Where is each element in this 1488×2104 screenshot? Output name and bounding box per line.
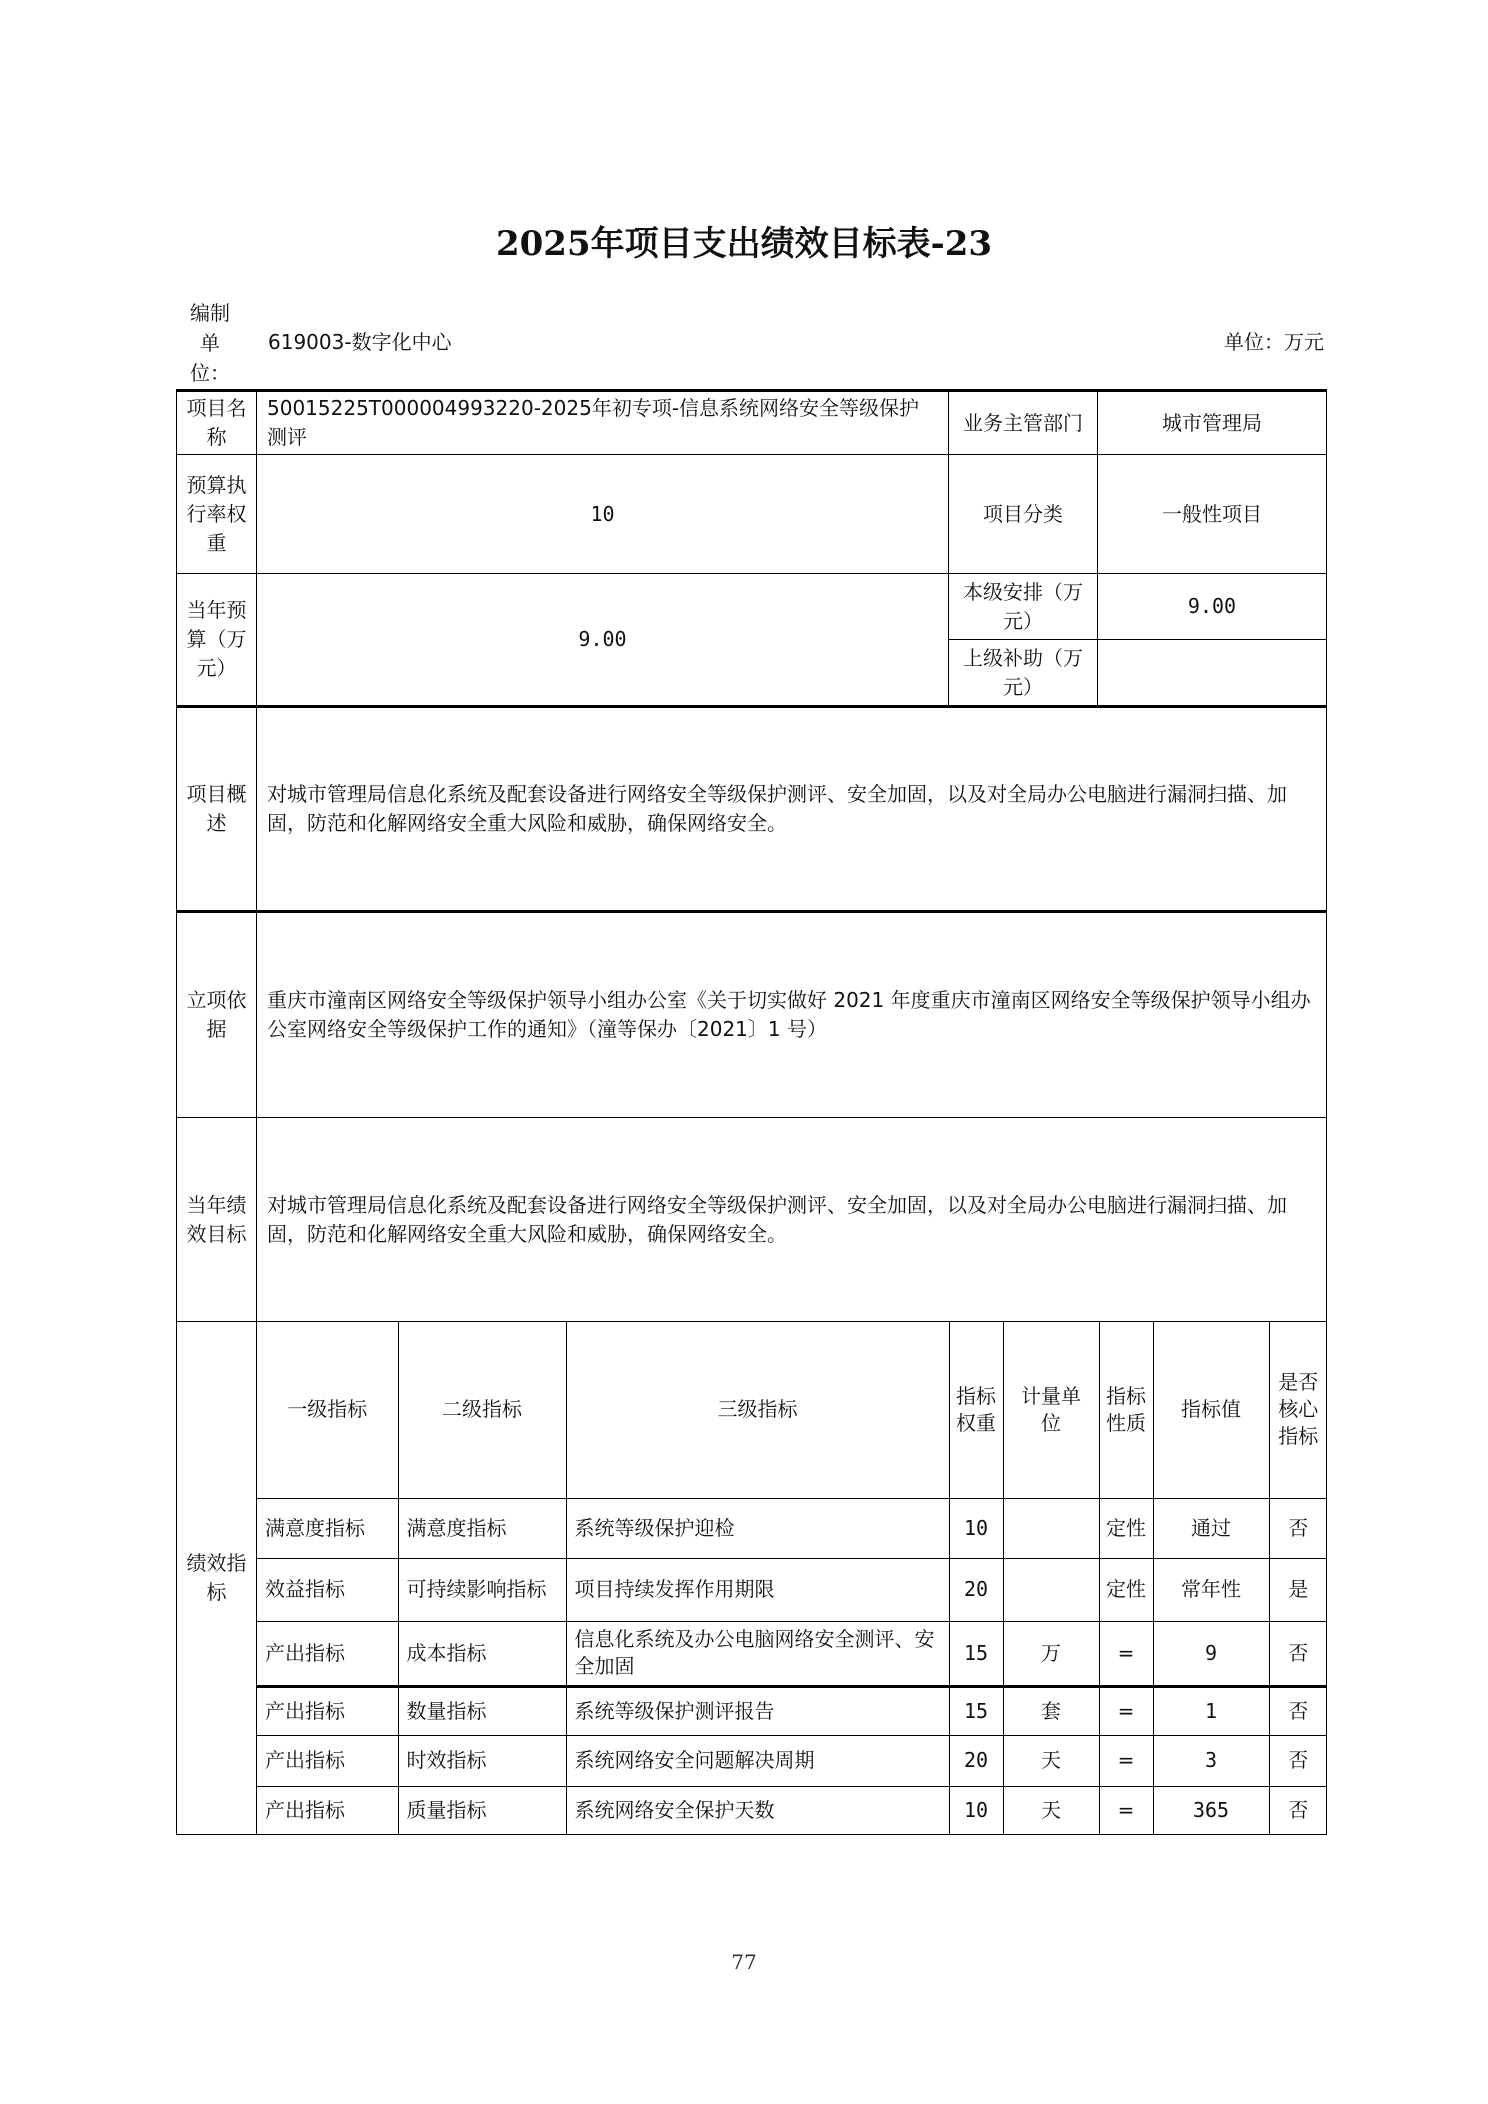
goal-label: 当年绩效目标	[177, 1118, 257, 1322]
indicator-weight: 15	[949, 1686, 1003, 1735]
header-level1: 一级指标	[257, 1322, 398, 1498]
page-number: 77	[731, 1950, 757, 1974]
indicator-row	[257, 1498, 1327, 1558]
indicator-core: 否	[1269, 1686, 1327, 1735]
row-overview	[177, 707, 1327, 912]
indicator-row	[257, 1621, 1327, 1686]
row-budget	[177, 574, 1327, 640]
indicators-table	[257, 1322, 1327, 1834]
indicator-weight: 20	[949, 1558, 1003, 1621]
indicator-level3: 系统网络安全问题解决周期	[566, 1735, 949, 1786]
indicator-weight: 10	[949, 1786, 1003, 1834]
category-value: 一般性项目	[1098, 455, 1327, 574]
indicator-level2: 数量指标	[398, 1686, 566, 1735]
compiling-unit-label: 编制单位：	[190, 301, 230, 385]
row-goal	[177, 1118, 1327, 1322]
indicator-value: 常年性	[1153, 1558, 1269, 1621]
upper-label: 上级补助（万元）	[949, 640, 1098, 707]
project-name-label: 项目名称	[177, 391, 257, 455]
indicator-row	[257, 1735, 1327, 1786]
basis-label: 立项依据	[177, 912, 257, 1118]
header-core: 是否核心指标	[1269, 1322, 1327, 1498]
indicator-core: 否	[1269, 1621, 1327, 1686]
indicator-level1: 满意度指标	[257, 1498, 398, 1558]
indicators-label: 绩效指标	[177, 1322, 257, 1835]
indicator-nature: =	[1099, 1735, 1153, 1786]
indicator-level1: 产出指标	[257, 1786, 398, 1834]
indicator-level3: 信息化系统及办公电脑网络安全测评、安全加固	[566, 1621, 949, 1686]
indicator-nature: 定性	[1099, 1558, 1153, 1621]
indicator-level3: 系统网络安全保护天数	[566, 1786, 949, 1834]
dept-value: 城市管理局	[1098, 391, 1327, 455]
indicator-unit	[1003, 1498, 1099, 1558]
indicator-value: 9	[1153, 1621, 1269, 1686]
upper-value	[1098, 640, 1327, 707]
indicator-level2: 时效指标	[398, 1735, 566, 1786]
budget-value: 9.00	[257, 574, 949, 707]
indicator-nature: =	[1099, 1621, 1153, 1686]
indicator-unit: 万	[1003, 1621, 1099, 1686]
indicator-unit: 天	[1003, 1735, 1099, 1786]
indicator-core: 否	[1269, 1735, 1327, 1786]
indicator-row	[257, 1558, 1327, 1621]
header-weight: 指标权重	[949, 1322, 1003, 1498]
exec-weight-label: 预算执行率权重	[177, 455, 257, 574]
indicator-weight: 15	[949, 1621, 1003, 1686]
indicator-row	[257, 1786, 1327, 1834]
row-basis	[177, 912, 1327, 1118]
indicator-level1: 效益指标	[257, 1558, 398, 1621]
indicator-level2: 满意度指标	[398, 1498, 566, 1558]
indicator-level1: 产出指标	[257, 1735, 398, 1786]
dept-label: 业务主管部门	[949, 391, 1098, 455]
indicator-nature: 定性	[1099, 1498, 1153, 1558]
indicator-value: 1	[1153, 1686, 1269, 1735]
indicator-row	[257, 1686, 1327, 1735]
currency-unit: 单位：万元	[1224, 330, 1324, 354]
indicator-level1: 产出指标	[257, 1686, 398, 1735]
project-name-value: 50015225T000004993220-2025年初专项-信息系统网络安全等级保护测评	[257, 391, 949, 455]
indicator-value: 365	[1153, 1786, 1269, 1834]
row-indicators	[177, 1322, 1327, 1835]
row-project-name	[177, 391, 1327, 455]
performance-target-table	[176, 389, 1327, 1835]
local-value: 9.00	[1098, 574, 1327, 640]
indicator-nature: =	[1099, 1686, 1153, 1735]
header-nature: 指标性质	[1099, 1322, 1153, 1498]
header-level2: 二级指标	[398, 1322, 566, 1498]
indicator-value: 通过	[1153, 1498, 1269, 1558]
indicator-unit	[1003, 1558, 1099, 1621]
row-exec-weight	[177, 455, 1327, 574]
indicator-weight: 20	[949, 1735, 1003, 1786]
compiling-unit-value: 619003-数字化中心	[268, 330, 452, 354]
indicator-unit: 天	[1003, 1786, 1099, 1834]
indicator-core: 否	[1269, 1498, 1327, 1558]
indicator-core: 是	[1269, 1558, 1327, 1621]
basis-value: 重庆市潼南区网络安全等级保护领导小组办公室《关于切实做好 2021 年度重庆市潼南区网络安全等级保护领导小组办公室网络安全等级保护工作的通知》（潼等保办〔2021〕1 号）	[257, 912, 1327, 1118]
header-level3: 三级指标	[566, 1322, 949, 1498]
header-value: 指标值	[1153, 1322, 1269, 1498]
indicator-value: 3	[1153, 1735, 1269, 1786]
indicator-level1: 产出指标	[257, 1621, 398, 1686]
indicator-level3: 项目持续发挥作用期限	[566, 1558, 949, 1621]
indicators-header-row	[257, 1322, 1327, 1498]
indicator-core: 否	[1269, 1786, 1327, 1834]
local-label: 本级安排（万元）	[949, 574, 1098, 640]
indicator-level2: 质量指标	[398, 1786, 566, 1834]
overview-value: 对城市管理局信息化系统及配套设备进行网络安全等级保护测评、安全加固，以及对全局办公电脑进行漏洞扫描、加固，防范和化解网络安全重大风险和威胁，确保网络安全。	[257, 707, 1327, 912]
indicator-unit: 套	[1003, 1686, 1099, 1735]
document-title: 2025年项目支出绩效目标表-23	[495, 224, 993, 264]
indicator-nature: =	[1099, 1786, 1153, 1834]
exec-weight-value: 10	[257, 455, 949, 574]
overview-label: 项目概述	[177, 707, 257, 912]
indicator-level3: 系统等级保护迎检	[566, 1498, 949, 1558]
indicator-level3: 系统等级保护测评报告	[566, 1686, 949, 1735]
indicator-level2: 成本指标	[398, 1621, 566, 1686]
goal-value: 对城市管理局信息化系统及配套设备进行网络安全等级保护测评、安全加固，以及对全局办公电脑进行漏洞扫描、加固，防范和化解网络安全重大风险和威胁，确保网络安全。	[257, 1118, 1327, 1322]
category-label: 项目分类	[949, 455, 1098, 574]
indicator-level2: 可持续影响指标	[398, 1558, 566, 1621]
indicator-weight: 10	[949, 1498, 1003, 1558]
budget-label: 当年预算（万元）	[177, 574, 257, 707]
header-unit: 计量单位	[1003, 1322, 1099, 1498]
